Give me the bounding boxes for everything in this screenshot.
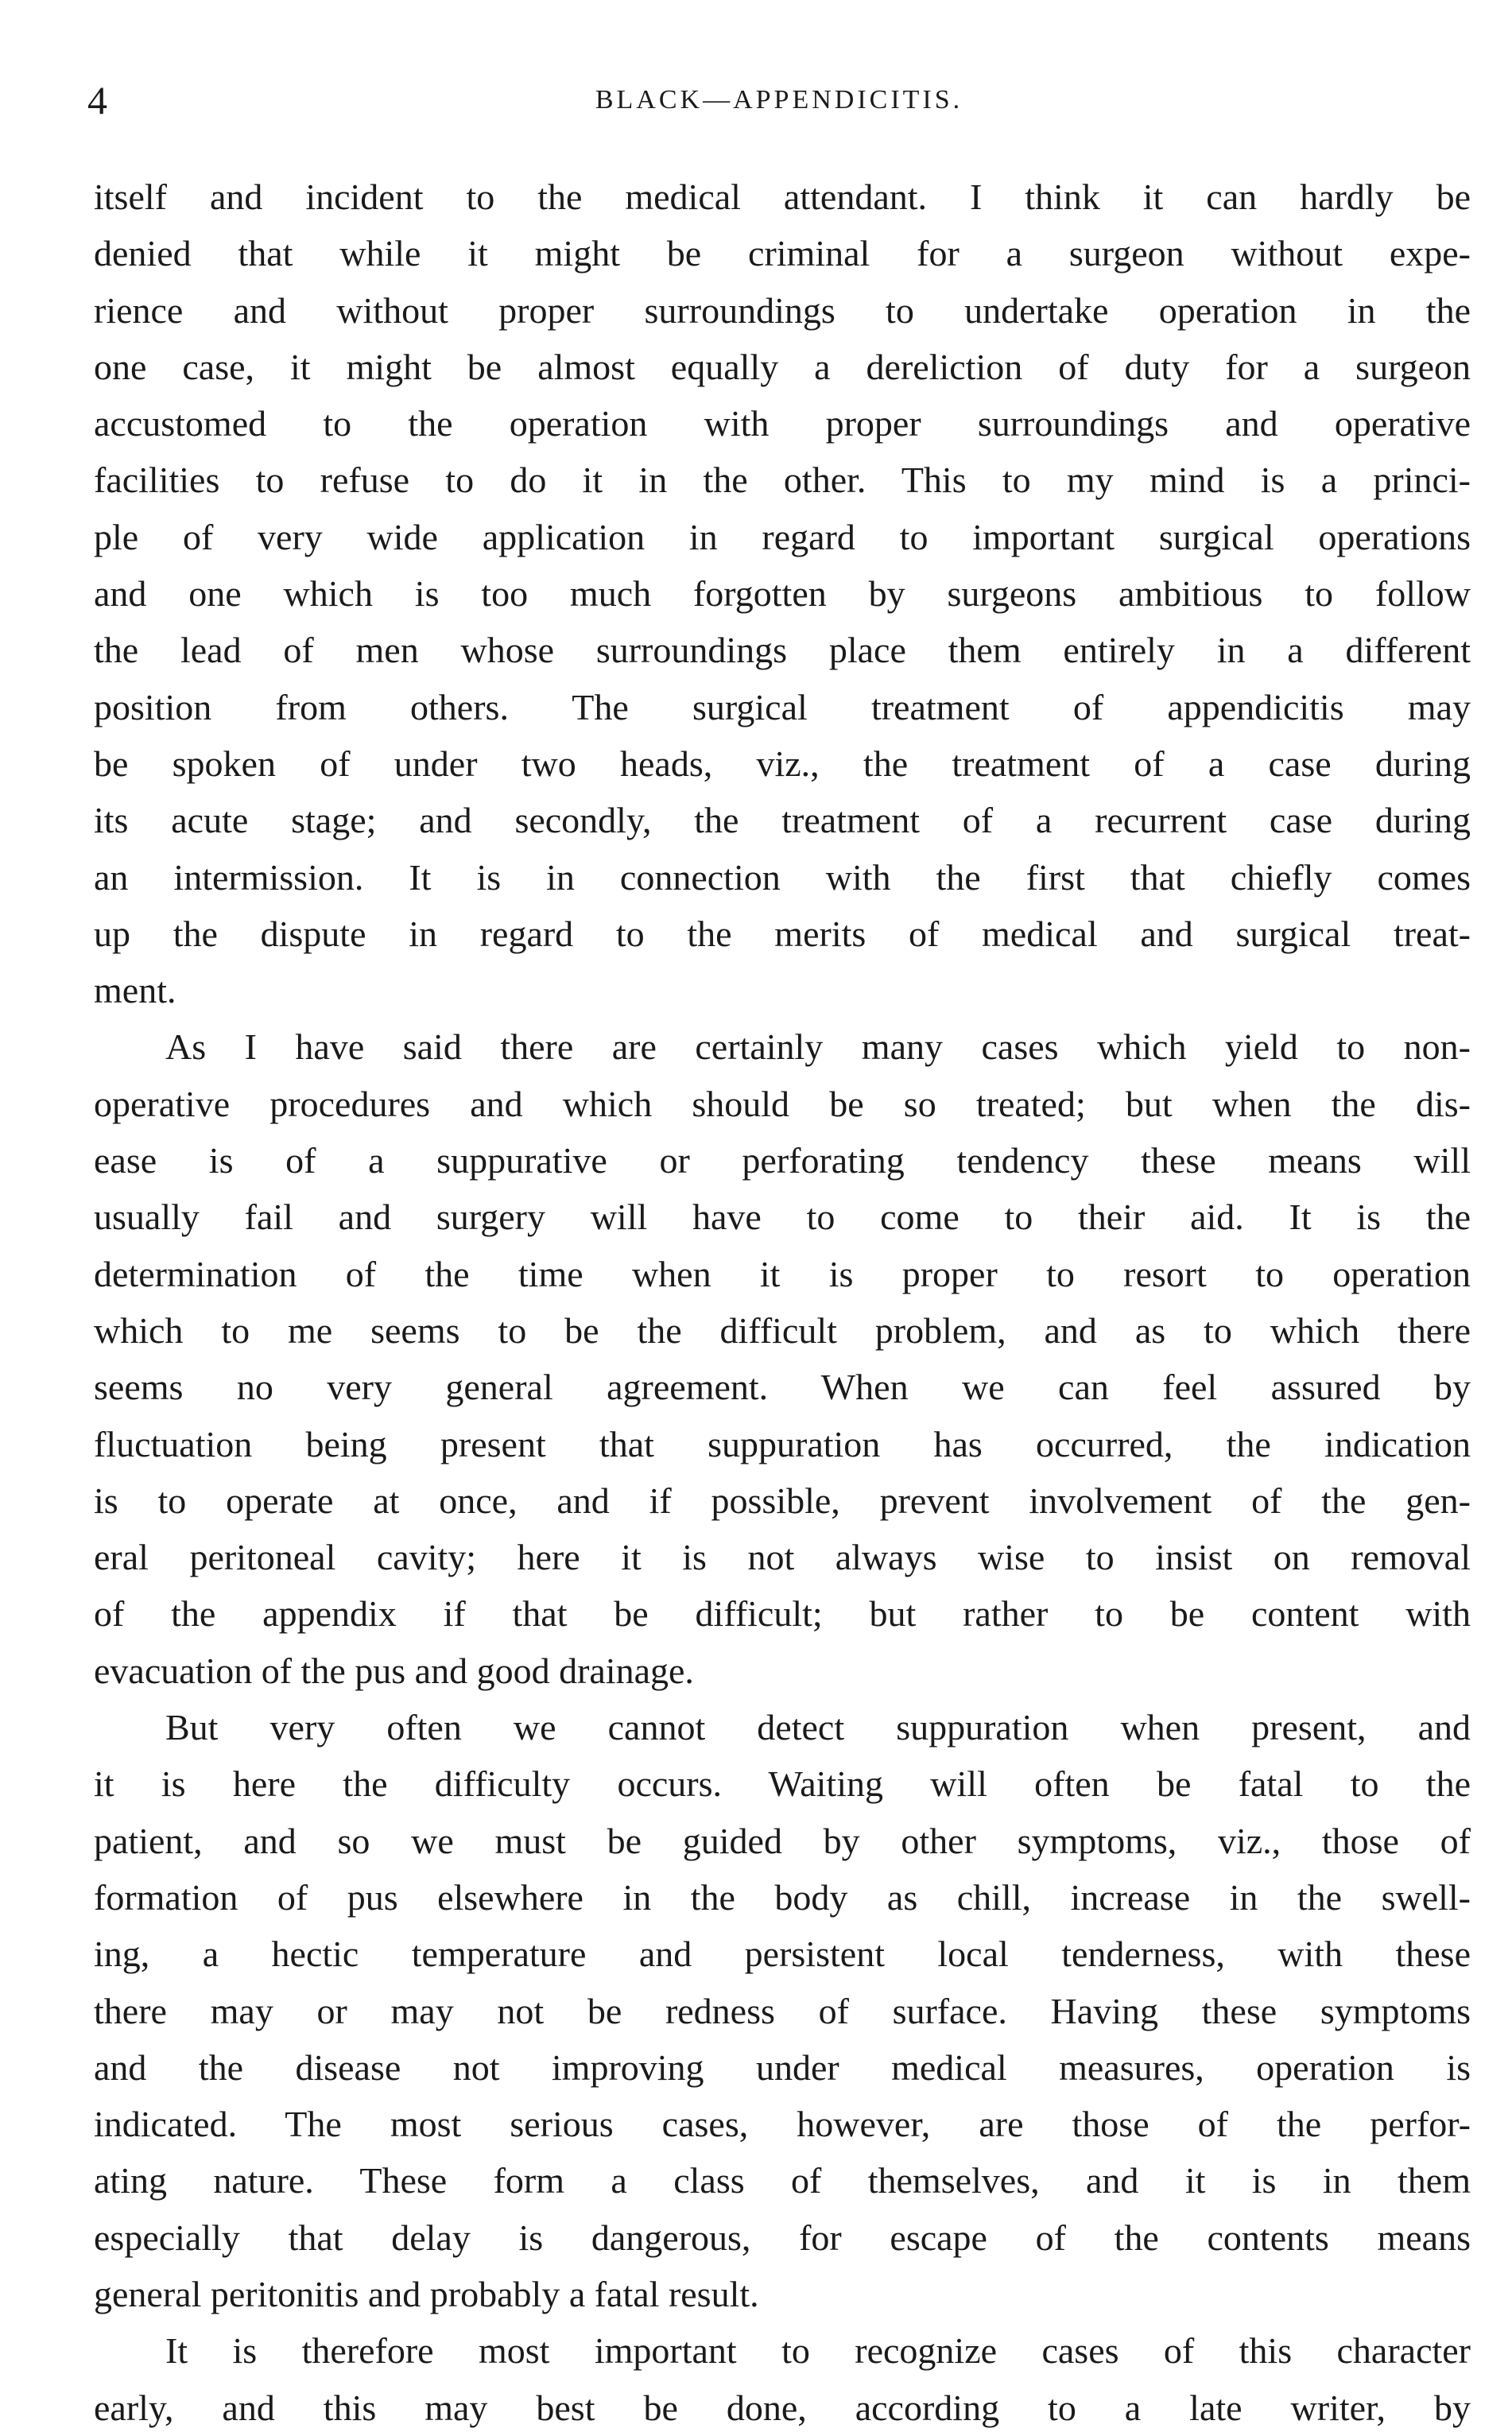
paragraph — [94, 1018, 1471, 1699]
text-line: of the appendix if that be difficult; but rather to be content with — [94, 1593, 1471, 1635]
text-line: evacuation of the pus and good drainage. — [94, 1650, 694, 1691]
paragraph — [94, 2322, 1471, 2436]
text-line: ment. — [94, 970, 176, 1011]
text-line: early, and this may best be done, according to a late writer, by — [94, 2387, 1471, 2428]
text-line: ing, a hectic temperature and persistent local tenderness, with these — [94, 1934, 1471, 1975]
text-line: rience and without proper surroundings to undertake operation in the — [94, 289, 1471, 331]
text-line: the lead of men whose surroundings place them entirely in a different — [94, 630, 1471, 671]
text-line: general peritonitis and probably a fatal result. — [94, 2273, 759, 2314]
paragraph — [94, 1699, 1471, 2322]
text-line: It is therefore most important to recognize cases of this character — [165, 2330, 1471, 2372]
text-line: its acute stage; and secondly, the treatment of a recurrent case during — [94, 800, 1471, 841]
text-line: facilities to refuse to do it in the other. This to my mind is a princi- — [94, 460, 1471, 501]
text-line: accustomed to the operation with proper surroundings and operative — [94, 403, 1471, 444]
text-line: eral peritoneal cavity; here it is not always wise to insist on removal — [94, 1537, 1471, 1578]
text-line: ease is of a suppurative or perforating tendency these means will — [94, 1140, 1471, 1181]
text-line: and one which is too much forgotten by surgeons ambitious to follow — [94, 573, 1471, 615]
text-line: especially that delay is dangerous, for escape of the contents means — [94, 2217, 1471, 2258]
text-line: fluctuation being present that suppuration has occurred, the indication — [94, 1423, 1471, 1464]
text-line: there may or may not be redness of surface. Having these symptoms — [94, 1990, 1471, 2031]
text-line: ple of very wide application in regard to important surgical operations — [94, 516, 1471, 557]
text-line: an intermission. It is in connection with the first that chiefly comes — [94, 856, 1471, 898]
text-line: determination of the time when it is proper to resort to operation — [94, 1253, 1471, 1294]
text-line: one case, it might be almost equally a dereliction of duty for a surgeon — [94, 346, 1471, 387]
text-line: is to operate at once, and if possible, prevent involvement of the gen- — [94, 1480, 1471, 1521]
text-line: which to me seems to be the difficult problem, and as to which there — [94, 1309, 1471, 1351]
text-line: patient, and so we must be guided by other symptoms, viz., those of — [94, 1820, 1471, 1861]
text-line: operative procedures and which should be so treated; but when the dis- — [94, 1083, 1471, 1124]
text-line: and the disease not improving under medical measures, operation is — [94, 2046, 1471, 2088]
text-line: But very often we cannot detect suppuration when present, and — [165, 1707, 1471, 1748]
text-line: indicated. The most serious cases, however, are those of the perfor- — [94, 2104, 1471, 2145]
text-line: be spoken of under two heads, viz., the treatment of a case during — [94, 743, 1471, 784]
body-text — [94, 169, 1471, 2436]
text-line: ating nature. These form a class of themselves, and it is in them — [94, 2160, 1471, 2201]
text-line: formation of pus elsewhere in the body as chill, increase in the swell- — [94, 1876, 1471, 1918]
text-line: position from others. The surgical treatment of appendicitis may — [94, 686, 1471, 727]
page-number: 4 — [87, 78, 107, 122]
page-header — [87, 76, 1471, 124]
text-line: seems no very general agreement. When we can feel assured by — [94, 1367, 1471, 1408]
text-line: usually fail and surgery will have to come to their aid. It is the — [94, 1197, 1471, 1238]
text-line: it is here the difficulty occurs. Waiting will often be fatal to the — [94, 1763, 1471, 1805]
text-line: As I have said there are certainly many cases which yield to non- — [165, 1026, 1471, 1068]
text-line: itself and incident to the medical attendant. I think it can hardly be — [94, 176, 1471, 217]
running-head: BLACK—APPENDICITIS. — [595, 85, 963, 114]
text-line: up the dispute in regard to the merits of medical and surgical treat- — [94, 913, 1471, 954]
paragraph — [94, 169, 1471, 1018]
text-line: denied that while it might be criminal for a surgeon without expe- — [94, 233, 1471, 274]
